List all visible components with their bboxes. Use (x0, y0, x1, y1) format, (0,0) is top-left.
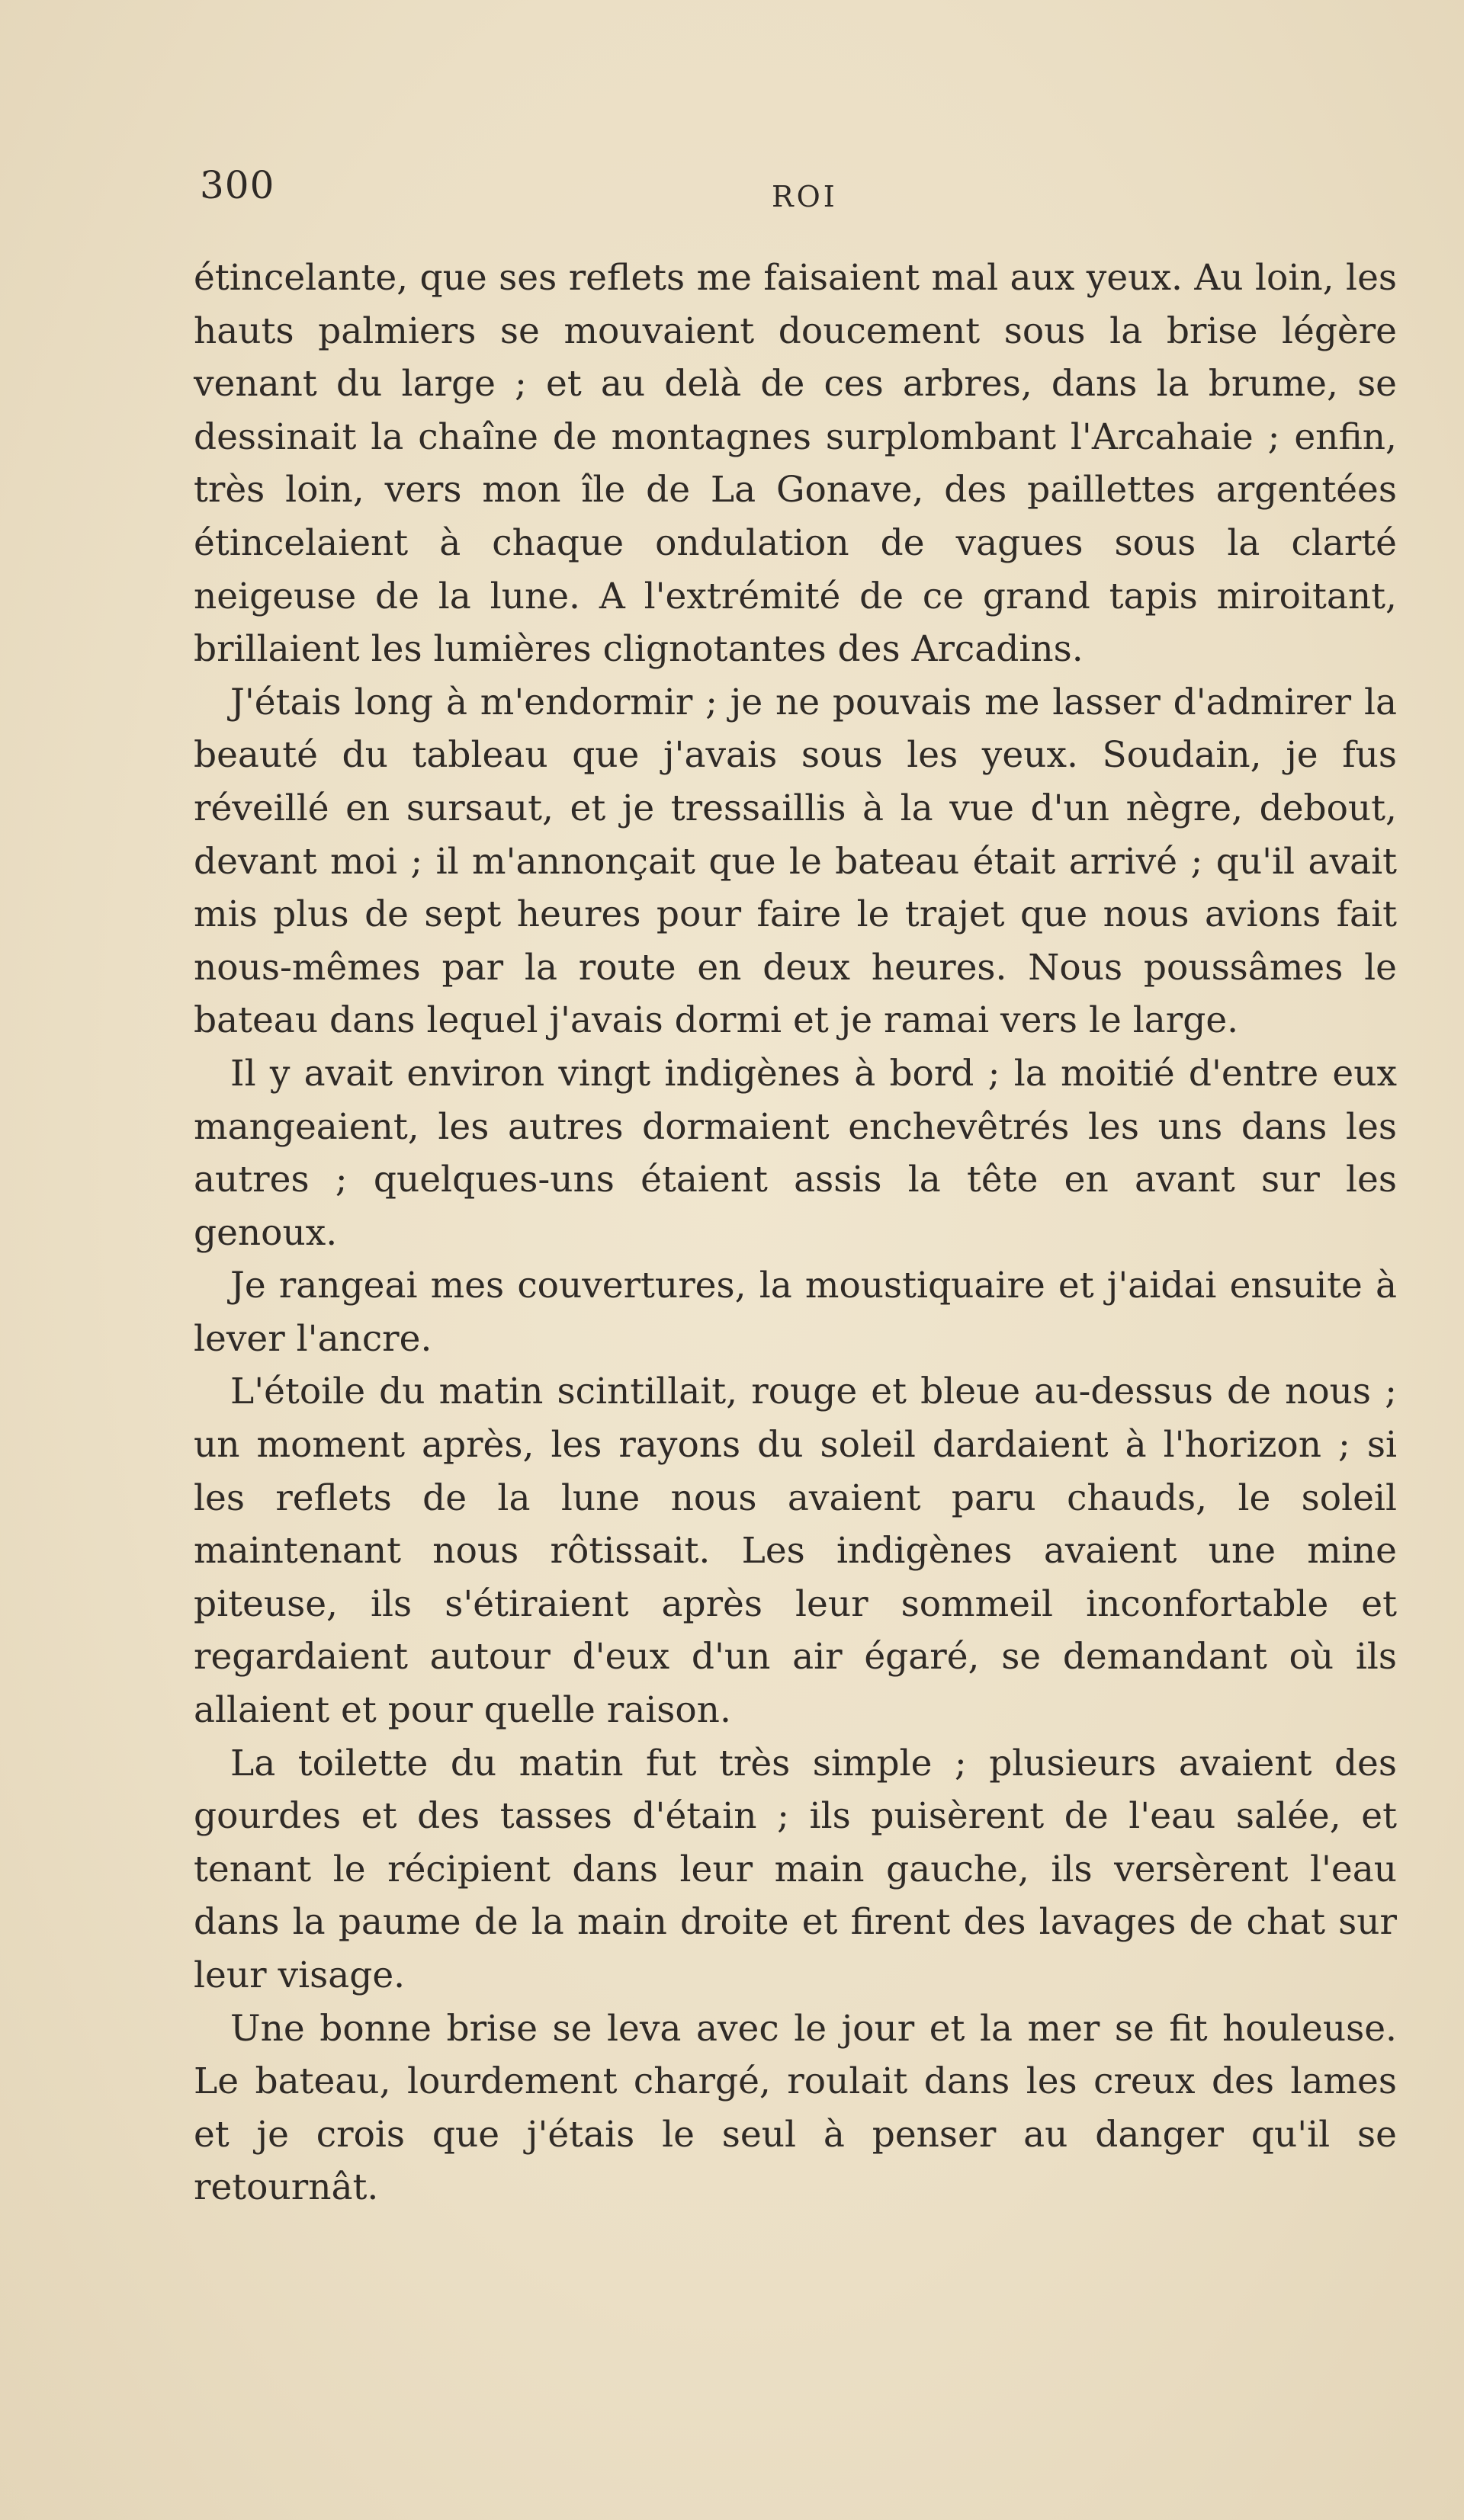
body-text (194, 252, 1397, 2214)
paragraph: L'étoile du matin scintillait, rouge et bleue au-dessus de nous ; un moment après, les rayons du soleil dardaient à l'horizon ; si les reflets de la lune nous avaient paru chauds, le soleil maintenant nous rôtissait. Les indigènes avaient une mine piteuse, ils s'étiraient après leur sommeil inconfortable et regardaient autour d'eux d'un air égaré, se demandant où ils allaient et pour quelle raison. (194, 1371, 1397, 1732)
page-number: 300 (200, 163, 275, 207)
running-head (200, 163, 1397, 216)
paragraph: Je rangeai mes couvertures, la moustiquaire et j'aidai ensuite à lever l'ancre. (194, 1265, 1397, 1360)
paragraph: Il y avait environ vingt indigènes à bord ; la moitié d'entre eux mangeaient, les autres dormaient enchevêtrés les uns dans les autres ; quelques-uns étaient assis la tête en avant sur les genoux. (194, 1052, 1397, 1254)
paragraph: La toilette du matin fut très simple ; plusieurs avaient des gourdes et des tasses d'étain ; ils puisèrent de l'eau salée, et tenant le récipient dans leur main gauche, ils versèrent l'eau dans la paume de la main droite et firent des lavages de chat sur leur visage. (194, 1742, 1397, 1996)
running-title: ROI (772, 180, 838, 213)
paragraph: étincelante, que ses reflets me faisaient mal aux yeux. Au loin, les hauts palmiers se mouvaient doucement sous la brise légère venant du large ; et au delà de ces arbres, dans la brume, se dessinait la chaîne de montagnes surplombant l'Arcahaie ; enfin, très loin, vers mon île de La Gonave, des paillettes argentées étincelaient à chaque ondulation de vagues sous la clarté neigeuse de la lune. A l'extrémité de ce grand tapis miroitant, brillaient les lumières clignotantes des Arcadins. (194, 257, 1397, 671)
paragraph: Une bonne brise se leva avec le jour et la mer se fit houleuse. Le bateau, lourdement chargé, roulait dans les creux des lames et je crois que j'étais le seul à penser au danger qu'il se retournât. (194, 2007, 1397, 2209)
paragraph: J'étais long à m'endormir ; je ne pouvais me lasser d'admirer la beauté du tableau que j'avais sous les yeux. Soudain, je fus réveillé en sursaut, et je tressaillis à la vue d'un nègre, debout, devant moi ; il m'annonçait que le bateau était arrivé ; qu'il avait mis plus de sept heures pour faire le trajet que nous avions fait nous-mêmes par la route en deux heures. Nous poussâmes le bateau dans lequel j'avais dormi et je ramai vers le large. (194, 681, 1397, 1042)
